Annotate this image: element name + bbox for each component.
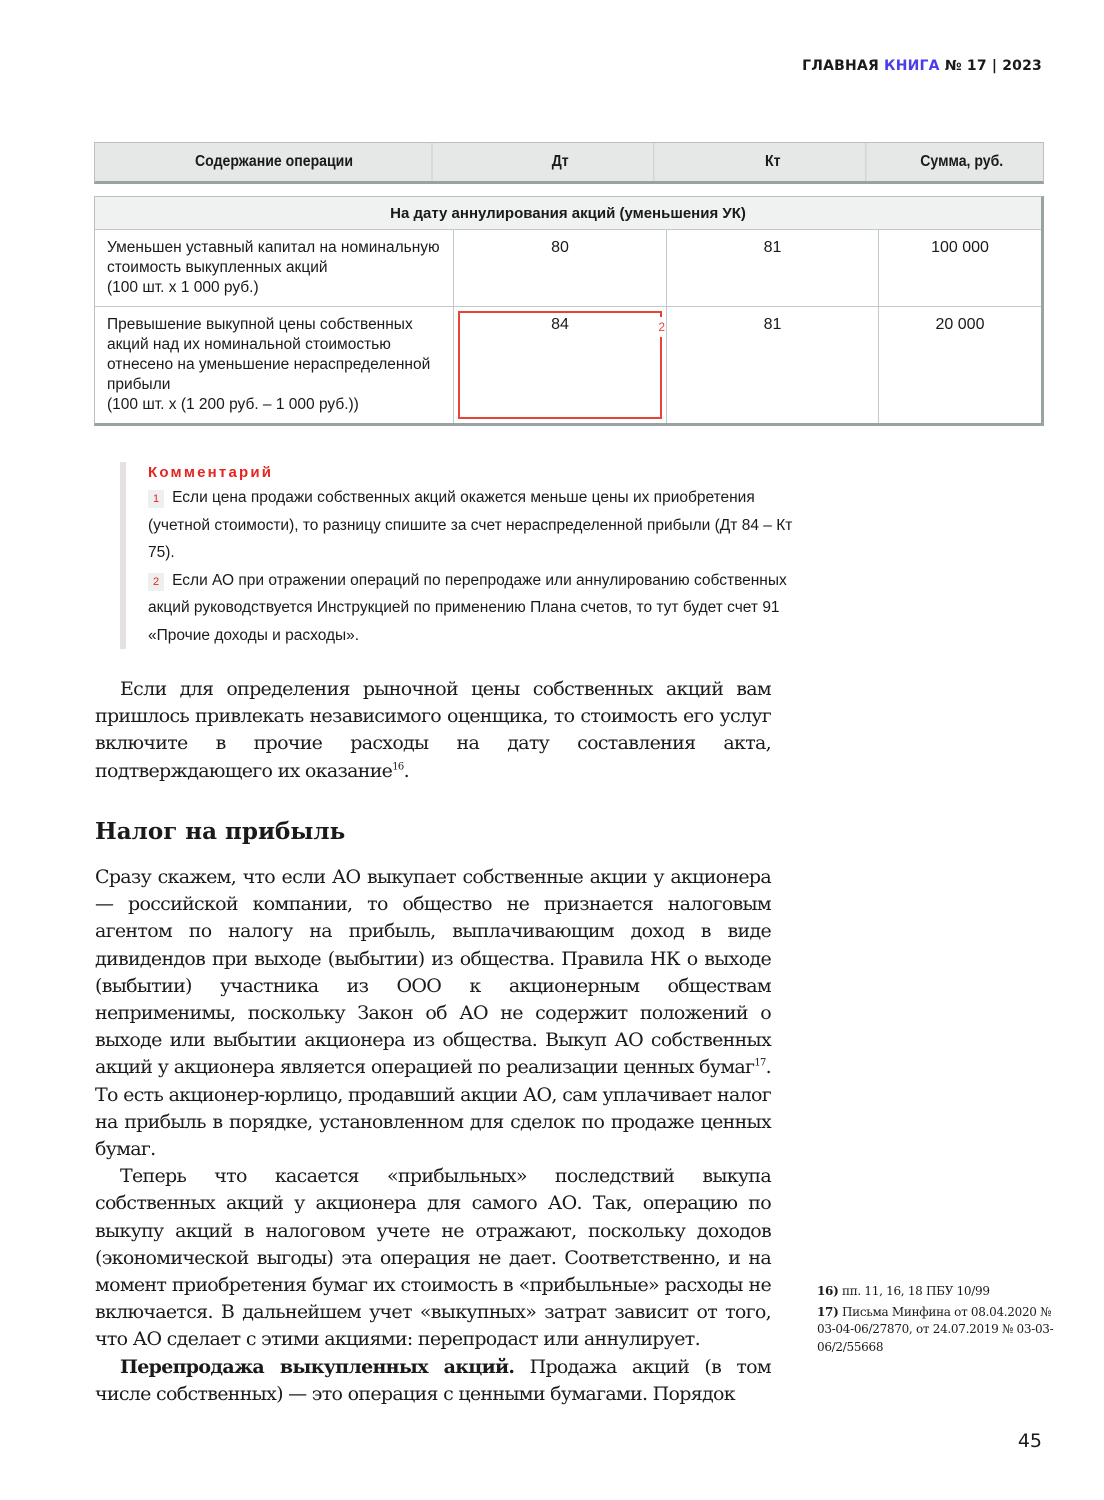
header-credit: Кт: [680, 143, 867, 181]
highlight-box: [458, 311, 662, 419]
masthead-issue: № 17 | 2023: [944, 58, 1042, 74]
paragraph-text: Сразу скажем, что если АО выкупает собственные акции у акционера — российской компании, то общество не признается налоговым агентом по налогу на прибыль, выплачивающим доход в виде дивидендов при выходе (выбытии) из общества. Правила НК о выходе (выбытии) участника из ООО к акционерным обществам неприменимы, поскольку Закон об АО не содержит положений о выходе или выбытии акционера из общества. Выкуп АО собственных акций у акционера является операцией по реализации ценных бумаг: [95, 866, 771, 1079]
desc-line: (100 шт. x (1 200 руб. – 1 000 руб.)): [107, 396, 359, 413]
comment-box: [120, 462, 808, 649]
footnote-16: [817, 1283, 1057, 1301]
row-sum: 20 000: [935, 316, 985, 333]
desc-line: Превышение выкупной цены собственных: [107, 316, 413, 333]
row-description: [95, 307, 454, 423]
footnotes: [817, 1283, 1057, 1359]
table-row: [95, 230, 1041, 307]
row-debit-value: 84: [551, 316, 569, 333]
row-sum: 100 000: [931, 239, 989, 256]
desc-line: акций над их номинальной стоимостью: [107, 336, 391, 353]
footnote-number: 17): [817, 1304, 839, 1319]
footnote-ref-17[interactable]: 17: [754, 1058, 766, 1070]
comment-marker: 2: [657, 317, 666, 337]
comment-text: Если АО при отражении операций по перепродаже или аннулированию собственных акций руководствуется Инструкцией по применению Плана счетов, то тут будет счет 91 «Прочие доходы и расходы».: [148, 571, 787, 644]
section-title: На дату аннулирования акций (уменьшения УК): [95, 197, 1041, 230]
paragraph-text: . То есть акционер-юрлицо, продавший акции АО, сам уплачивает налог на прибыль в порядке, установленном для сделок по продаже ценных бумаг.: [95, 1056, 771, 1161]
paragraph-resale: [95, 1354, 771, 1408]
footnote-number: 16): [817, 1284, 839, 1298]
row-debit-highlighted: [454, 307, 667, 423]
comment-item: [148, 484, 808, 567]
paragraph-lead: Перепродажа выкупленных акций.: [120, 1355, 515, 1378]
table-header: [94, 142, 1044, 184]
comment-title: Комментарий: [148, 464, 274, 481]
header-sum: Сумма, руб.: [919, 153, 1003, 170]
paragraph-appraiser: [95, 676, 771, 785]
footnote-17: [817, 1304, 1057, 1357]
comment-text: Если цена продажи собственных акций окажется меньше цены их приобретения (учетной стоимости), то разницу спишите за счет нераспределенной прибыли (Дт 84 – Кт 75).: [148, 489, 793, 561]
comment-item: [148, 567, 808, 650]
desc-line: отнесено на уменьшение нераспределенной: [107, 356, 431, 373]
desc-line: Уменьшен уставный капитал на номинальную: [107, 239, 440, 256]
desc-line: прибыли: [107, 376, 171, 393]
row-description: [95, 230, 454, 306]
page-number: 45: [1017, 1430, 1042, 1452]
header-operation: Содержание операции: [117, 143, 433, 181]
article-body: [95, 864, 771, 1408]
masthead-brand-2: КНИГА: [884, 58, 940, 74]
row-credit: 81: [667, 307, 879, 423]
header-debit: Дт: [467, 143, 655, 181]
masthead: [802, 58, 1042, 74]
paragraph-text: Продажа акций (в том числе собственных) — это операция с ценными бумагами. Порядок: [95, 1355, 771, 1405]
row-credit: 81: [667, 230, 879, 306]
footnote-text: пп. 11, 16, 18 ПБУ 10/99: [838, 1284, 990, 1298]
desc-line: (100 шт. x 1 000 руб.): [107, 279, 259, 296]
comment-number-badge: 2: [148, 573, 164, 591]
paragraph-end: .: [403, 759, 409, 782]
paragraph-text: Если для определения рыночной цены собственных акций вам пришлось привлекать независимого оценщика, то стоимость его услуг включите в прочие расходы на дату составления акта, подтверждающего их оказание: [95, 678, 771, 782]
comment-number-badge: 1: [148, 490, 164, 508]
row-debit: 80: [454, 230, 667, 306]
footnote-ref-16[interactable]: 16: [392, 761, 404, 773]
section-heading: Налог на прибыль: [95, 818, 346, 845]
footnote-text: Письма Минфина от 08.04.2020 № 03-04-06/27870, от 24.07.2019 № 03-03-06/2/55668: [817, 1304, 1054, 1354]
masthead-brand-1: ГЛАВНАЯ: [802, 58, 879, 74]
desc-line: стоимость выкупленных акций: [107, 259, 328, 276]
entries-table: [94, 196, 1044, 426]
paragraph-tax-consequences: Теперь что касается «прибыльных» последствий выкупа собственных акций у акционера для самого АО. Так, операцию по выкупу акций в налоговом учете не отражают, поскольку доходов (экономической выгоды) эта операция не дает. Соответственно, и на момент приобретения бумаг их стоимость в «прибыльные» расходы не включается. В дальнейшем учет «выкупных» затрат зависит от того, что АО сделает с этими акциями: перепродаст или аннулирует.: [95, 1165, 771, 1351]
table-row: [95, 307, 1041, 423]
